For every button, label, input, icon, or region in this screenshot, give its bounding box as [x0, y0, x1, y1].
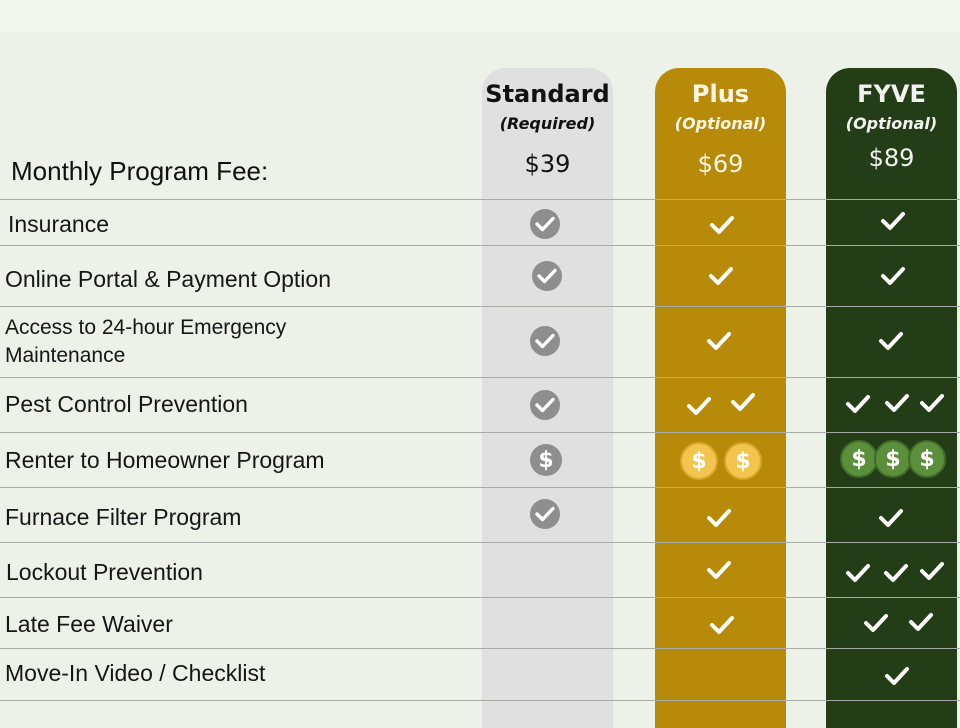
standard-insurance-mark — [530, 209, 560, 239]
feature-label-insurance: Insurance — [8, 211, 110, 237]
feature-label-move-in-video: Move-In Video / Checklist — [5, 660, 266, 686]
standard-pest-control-mark — [530, 390, 560, 420]
row-divider — [0, 542, 960, 543]
plus-late-fee-waiver-mark — [709, 614, 735, 636]
fyve-pest-control-mark-3 — [919, 392, 945, 414]
dollar-coin-icon: $ — [874, 440, 912, 478]
feature-label-lockout-prevention: Lockout Prevention — [6, 559, 203, 585]
plan-name: FYVE — [857, 80, 926, 108]
plan-subtitle: (Optional) — [674, 114, 767, 133]
row-divider — [0, 377, 960, 378]
fyve-emergency-maintenance-mark — [878, 330, 904, 352]
plus-furnace-filter-mark — [706, 507, 732, 529]
check-circle-icon — [530, 209, 560, 239]
fyve-late-fee-waiver-mark-2 — [908, 611, 934, 633]
check-circle-icon — [530, 499, 560, 529]
plus-online-portal-mark — [708, 265, 734, 287]
row-divider — [0, 432, 960, 433]
top-band — [0, 0, 960, 32]
standard-emergency-maintenance-mark — [530, 326, 560, 356]
dollar-coin-icon: $ — [908, 440, 946, 478]
monthly-fee-label: Monthly Program Fee: — [11, 156, 269, 186]
check-icon — [884, 665, 910, 687]
row-divider — [0, 597, 960, 598]
feature-label-online-portal: Online Portal & Payment Option — [5, 266, 331, 292]
fyve-move-in-video-mark — [884, 665, 910, 687]
plus-insurance-mark — [709, 214, 735, 236]
fyve-renter-homeowner-mark — [840, 440, 946, 478]
fyve-lockout-prevention-mark-2 — [883, 562, 909, 584]
check-icon — [884, 392, 910, 414]
plan-price: $39 — [524, 150, 571, 178]
fyve-pest-control-mark-1 — [845, 393, 871, 415]
dollar-coin-icon: $ — [840, 440, 878, 478]
fyve-lockout-prevention-mark-3 — [919, 560, 945, 582]
plus-emergency-maintenance-mark — [706, 330, 732, 352]
check-icon — [708, 265, 734, 287]
feature-label-renter-to-homeowner: Renter to Homeowner Program — [5, 447, 325, 473]
fyve-furnace-filter-mark — [878, 507, 904, 529]
check-icon — [880, 265, 906, 287]
check-icon — [686, 395, 712, 417]
check-icon — [878, 507, 904, 529]
check-icon — [845, 393, 871, 415]
check-icon — [709, 614, 735, 636]
row-divider — [0, 306, 960, 307]
feature-label-furnace-filter: Furnace Filter Program — [5, 504, 242, 530]
check-icon — [883, 562, 909, 584]
plan-price: $89 — [868, 144, 915, 172]
check-icon — [706, 330, 732, 352]
plan-name: Standard — [485, 80, 610, 108]
fyve-late-fee-waiver-mark-1 — [863, 612, 889, 634]
check-icon — [730, 391, 756, 413]
standard-renter-homeowner-mark — [530, 444, 562, 476]
check-circle-icon — [530, 390, 560, 420]
feature-label-late-fee-waiver: Late Fee Waiver — [5, 611, 173, 637]
plan-name: Plus — [691, 80, 750, 108]
row-divider — [0, 648, 960, 649]
row-divider — [0, 700, 960, 701]
fyve-lockout-prevention-mark-1 — [845, 562, 871, 584]
feature-label-emergency-maintenance-line1: Access to 24-hour Emergency — [5, 316, 287, 339]
feature-label-pest-control: Pest Control Prevention — [5, 391, 248, 417]
row-divider — [0, 487, 960, 488]
fyve-online-portal-mark — [880, 265, 906, 287]
row-divider — [0, 245, 960, 246]
plan-subtitle: (Optional) — [845, 114, 938, 133]
check-icon — [919, 560, 945, 582]
check-icon — [709, 214, 735, 236]
plus-lockout-prevention-mark — [706, 559, 732, 581]
check-icon — [863, 612, 889, 634]
fyve-insurance-mark — [880, 210, 906, 232]
check-icon — [880, 210, 906, 232]
check-icon — [908, 611, 934, 633]
plus-pest-control-mark-2 — [730, 391, 756, 413]
plan-price: $69 — [697, 150, 744, 178]
dollar-circle-icon: $ — [530, 444, 562, 476]
standard-online-portal-mark — [532, 261, 562, 291]
feature-label-emergency-maintenance-line2: Maintenance — [5, 344, 126, 367]
check-icon — [878, 330, 904, 352]
standard-furnace-filter-mark — [530, 499, 560, 529]
check-icon — [919, 392, 945, 414]
dollar-coin-icon: $ — [680, 442, 718, 480]
row-divider — [0, 199, 960, 200]
dollar-coin-icon: $ — [724, 442, 762, 480]
fyve-pest-control-mark-2 — [884, 392, 910, 414]
check-circle-icon — [530, 326, 560, 356]
check-circle-icon — [532, 261, 562, 291]
check-icon — [845, 562, 871, 584]
check-icon — [706, 507, 732, 529]
plus-renter-homeowner-mark — [680, 442, 762, 480]
plus-pest-control-mark-1 — [686, 395, 712, 417]
plan-subtitle: (Required) — [499, 114, 596, 133]
check-icon — [706, 559, 732, 581]
